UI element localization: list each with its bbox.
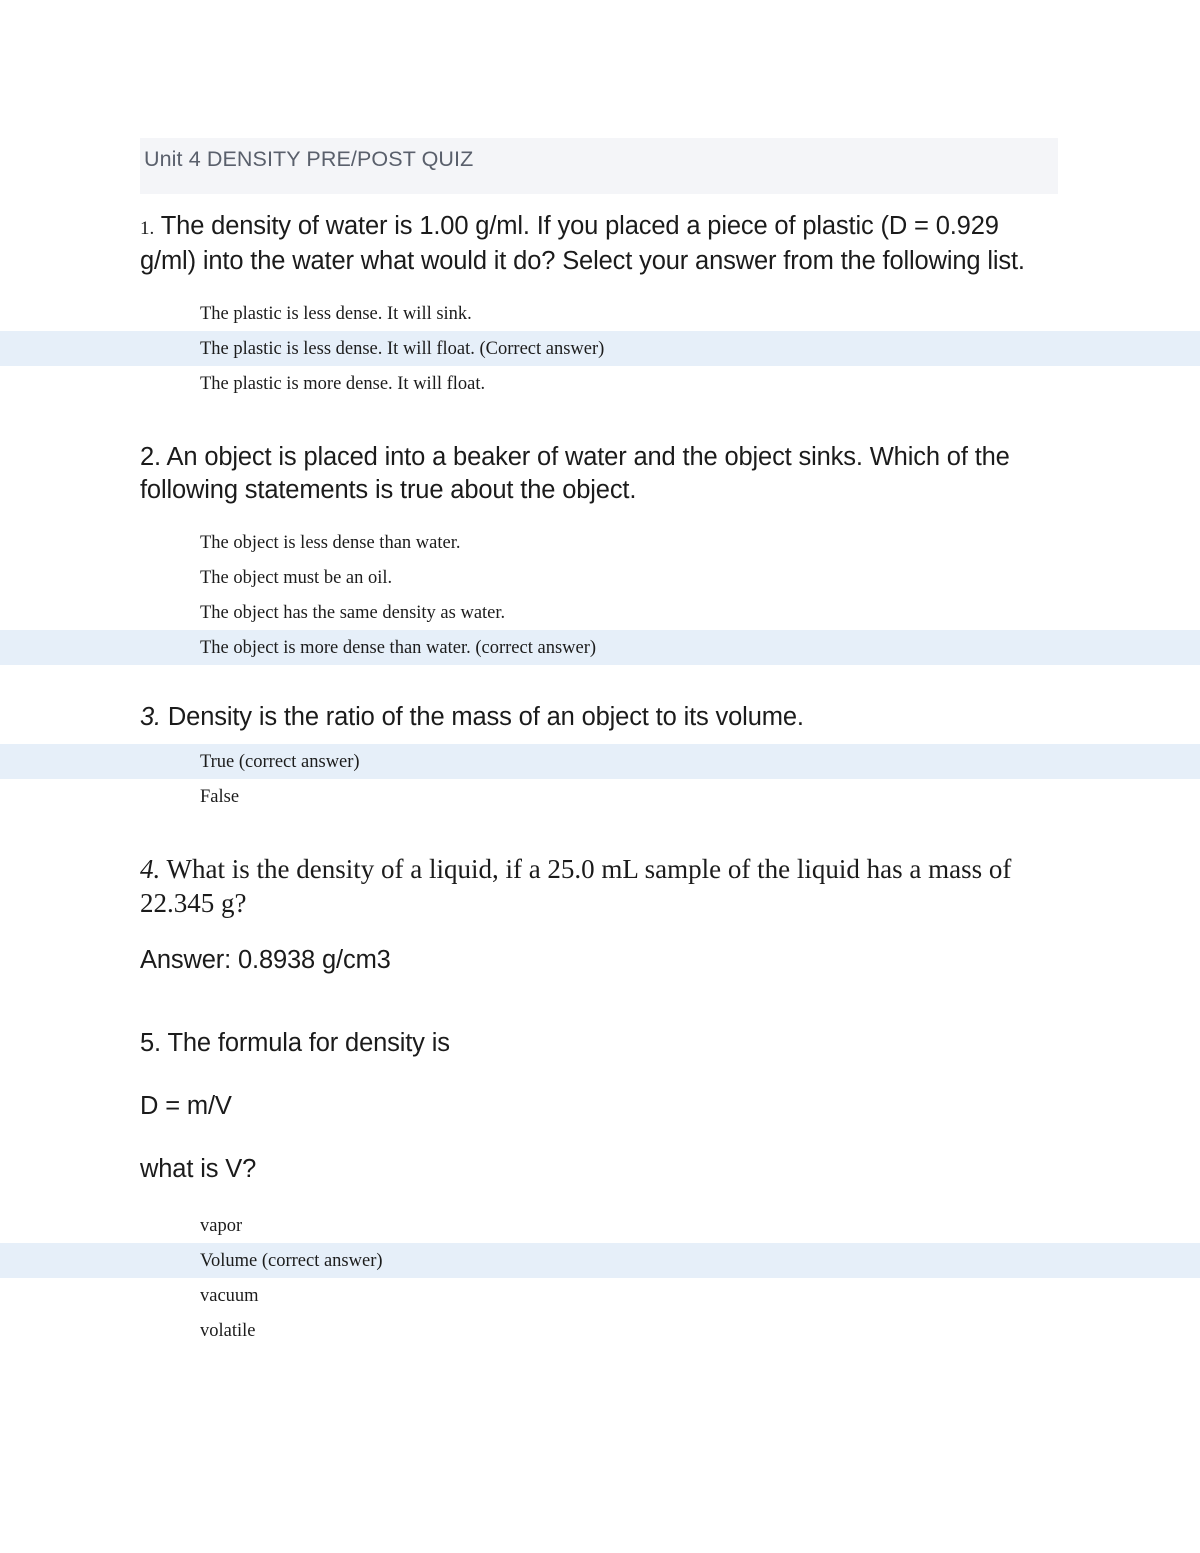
option-row[interactable]: The object is more dense than water. (correct answer) [0, 630, 1200, 665]
option-row[interactable]: False [200, 786, 240, 807]
option-row[interactable]: vacuum [200, 1285, 259, 1306]
question-2 [140, 441, 1200, 665]
question-5-prompt: what is V? [140, 1155, 257, 1183]
question-1-body: The density of water is 1.00 g/ml. If you placed a piece of plastic (D = 0.929 g/ml) into the water what would it do? Select your answer from the following list. [140, 212, 1025, 275]
question-2-text [140, 441, 1040, 507]
option-row[interactable]: vapor [200, 1215, 243, 1236]
question-2-body: An object is placed into a beaker of water and the object sinks. Which of the following statements is true about the object. [140, 443, 1010, 504]
question-4-text [140, 852, 1040, 920]
quiz-title: Unit 4 DENSITY PRE/POST QUIZ [144, 147, 474, 171]
question-3 [140, 701, 1200, 814]
option-row[interactable]: The plastic is less dense. It will sink. [200, 303, 472, 324]
question-3-number: 3. [140, 703, 161, 731]
question-3-options [0, 744, 1200, 814]
option-row[interactable]: The object must be an oil. [200, 567, 393, 588]
question-3-body: Density is the ratio of the mass of an object to its volume. [167, 703, 804, 731]
question-5-options [0, 1208, 1200, 1348]
question-1 [140, 210, 1200, 401]
question-4-answer: Answer: 0.8938 g/cm3 [140, 946, 391, 974]
question-4-body: What is the density of a liquid, if a 25.0 mL sample of the liquid has a mass of 22.345 g? [140, 854, 1012, 918]
option-row[interactable]: Volume (correct answer) [0, 1243, 1200, 1278]
question-4-number: 4. [140, 854, 161, 884]
option-row[interactable]: The object has the same density as water. [200, 602, 506, 623]
question-4 [140, 852, 1200, 977]
question-1-number: 1. [140, 218, 155, 239]
quiz-title-band [140, 138, 1058, 194]
option-row[interactable]: volatile [200, 1320, 256, 1341]
option-row[interactable]: The plastic is less dense. It will float. (Correct answer) [0, 331, 1200, 366]
question-5-text [140, 1027, 1040, 1060]
question-1-options [0, 296, 1200, 401]
question-3-text [140, 701, 1040, 734]
question-5-body: The formula for density is [167, 1029, 450, 1057]
question-2-options [0, 525, 1200, 665]
question-5 [140, 1027, 1200, 1348]
question-5-formula: D = m/V [140, 1092, 232, 1120]
option-row[interactable]: The plastic is more dense. It will float. [200, 373, 486, 394]
question-1-text [140, 210, 1040, 278]
question-2-number: 2. [140, 443, 161, 471]
option-row[interactable]: The object is less dense than water. [200, 532, 461, 553]
question-5-number: 5. [140, 1029, 161, 1057]
option-row[interactable]: True (correct answer) [0, 744, 1200, 779]
